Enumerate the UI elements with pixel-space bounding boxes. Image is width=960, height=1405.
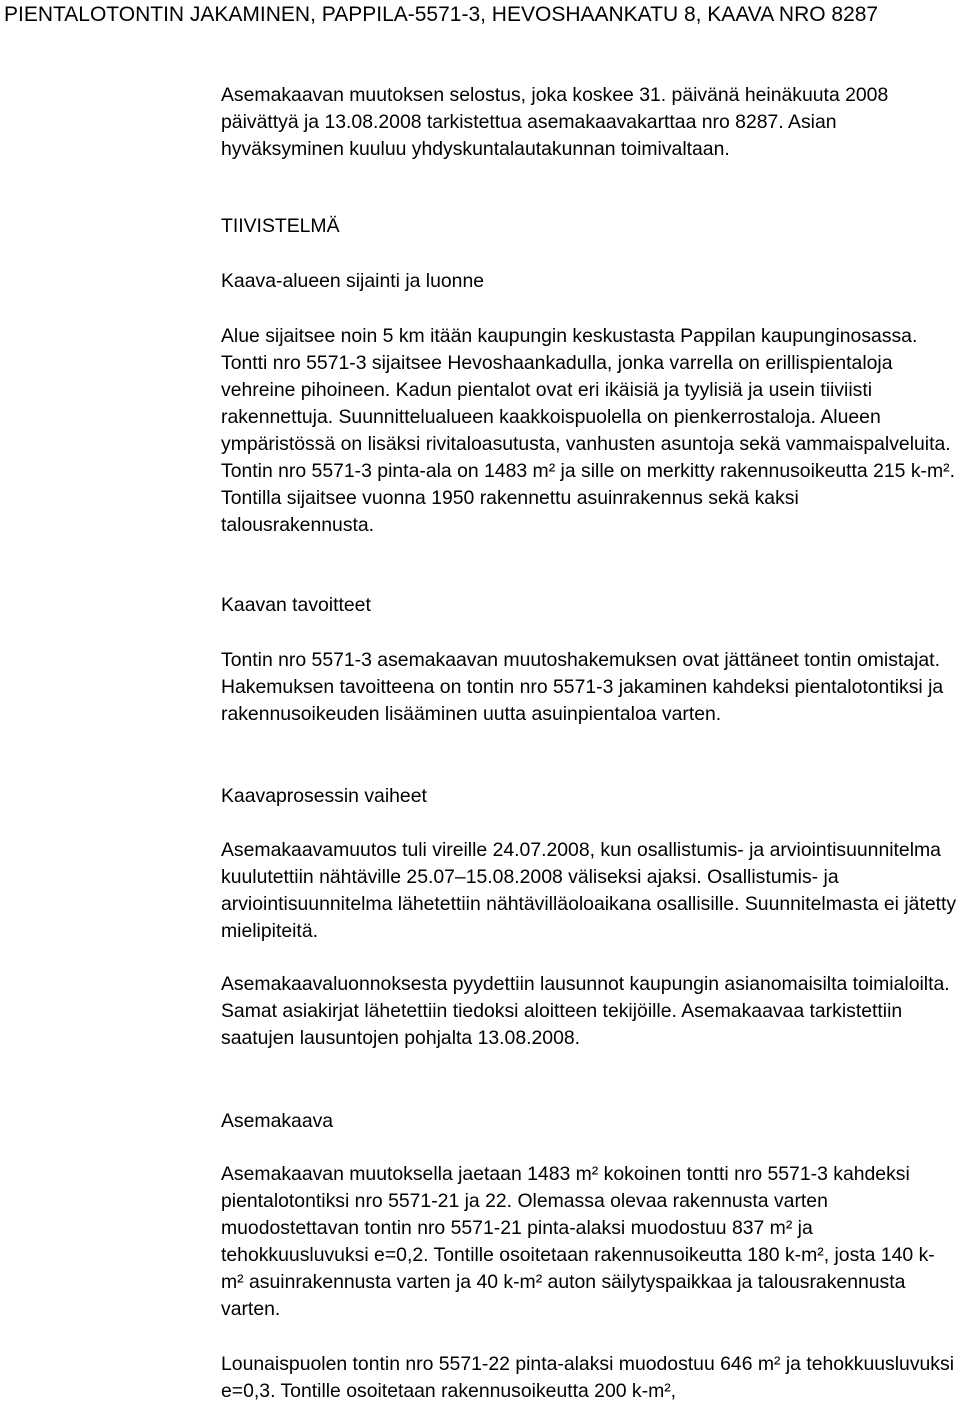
- section-paragraph-plan-2: Lounaispuolen tontin nro 5571-22 pinta-alaksi muodostuu 646 m² ja tehokkuusluvuksi e=0,3. Tontille osoitetaan rakennusoikeutta 200 k-m²,: [221, 1353, 955, 1402]
- section-heading-location: Kaava-alueen sijainti ja luonne: [221, 270, 485, 292]
- section-heading-goals: Kaavan tavoitteet: [221, 594, 371, 616]
- document-title: PIENTALOTONTIN JAKAMINEN, PAPPILA-5571-3, HEVOSHAANKATU 8, KAAVA NRO 8287: [4, 3, 879, 26]
- intro-paragraph: Asemakaavan muutoksen selostus, joka koskee 31. päivänä heinäkuuta 2008 päivättyä ja 13.08.2008 tarkistettua asemakaavakarttaa nro 8287. Asian hyväksyminen kuuluu yhdyskuntalautakunnan toimivaltaan.: [221, 84, 889, 160]
- section-paragraph-process-1: Asemakaavamuutos tuli vireille 24.07.2008, kun osallistumis- ja arviointisuunnitelma kuulutettiin nähtäville 25.07–15.08.2008 väliseksi ajaksi. Osallistumis- ja arviointisuunnitelma lähetettiin nähtävilläoloaikana osallisille. Suunnitelmasta ei jätetty mielipiteitä.: [221, 839, 957, 942]
- section-paragraph-plan-1: Asemakaavan muutoksella jaetaan 1483 m² kokoinen tontti nro 5571-3 kahdeksi pientalotontiksi nro 5571-21 ja 22. Olemassa olevaa rakennusta varten muodostettavan tontin nro 5571-21 pinta-alaksi muodostuu 837 m² ja tehokkuusluvuksi e=0,2. Tontille osoitetaan rakennusoikeutta 180 k-m², josta 140 k-m² asuinrakennusta varten ja 40 k-m² auton säilytyspaikkaa ja talousrakennusta varten.: [221, 1163, 935, 1320]
- summary-heading: TIIVISTELMÄ: [221, 215, 340, 237]
- section-heading-process: Kaavaprosessin vaiheet: [221, 785, 427, 807]
- section-paragraph-location: Alue sijaitsee noin 5 km itään kaupungin keskustasta Pappilan kaupunginosassa. Tontti nro 5571-3 sijaitsee Hevoshaankadulla, jonka varrella on erillispientaloja vehreine pihoineen. Kadun pientalot ovat eri ikäisiä ja tyylisiä ja usein tiiviisti rakennettuja. Suunnittelualueen kaakkoispuolella on pienkerrostaloja. Alueen ympäristössä on lisäksi rivitaloasutusta, vanhusten asuntoja sekä vammaispalveluita. Tontin nro 5571-3 pinta-ala on 1483 m² ja sille on merkitty rakennusoikeutta 215 k-m². Tontilla sijaitsee vuonna 1950 rakennettu asuinrakennus sekä kaksi talousrakennusta.: [221, 325, 955, 536]
- section-paragraph-goals: Tontin nro 5571-3 asemakaavan muutoshakemuksen ovat jättäneet tontin omistajat. Hakemuksen tavoitteena on tontin nro 5571-3 jakaminen kahdeksi pientalotontiksi ja rakennusoikeuden lisääminen uutta asuinpientaloa varten.: [221, 649, 944, 725]
- section-heading-plan: Asemakaava: [221, 1110, 334, 1132]
- section-paragraph-process-2: Asemakaavaluonnoksesta pyydettiin lausunnot kaupungin asianomaisilta toimialoilta. Samat asiakirjat lähetettiin tiedoksi aloitteen tekijöille. Asemakaavaa tarkistettiin saatujen lausuntojen pohjalta 13.08.2008.: [221, 973, 950, 1049]
